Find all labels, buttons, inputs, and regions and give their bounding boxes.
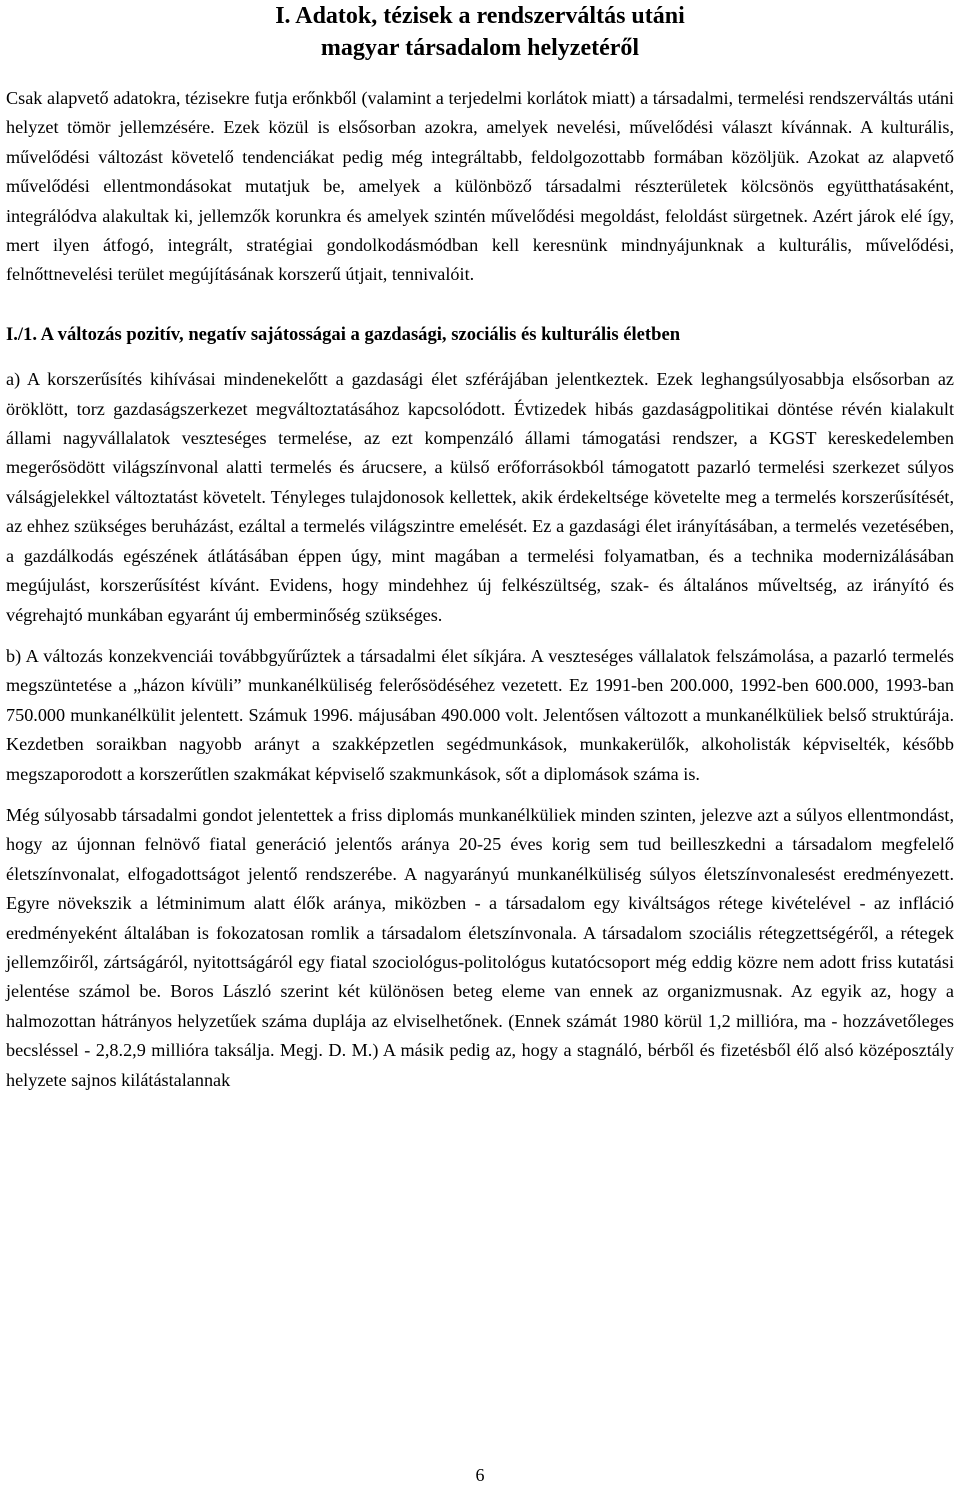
paragraph-a: a) A korszerűsítés kihívásai mindenekelőtt a gazdasági élet szférájában jelentkeztek. Ezek leghangsúlyosabbja elsősorban az öröklött, torz gazdaságszerkezet megváltoztatásához kapcsolódott. Évtizedek hibás gazdaságpolitikai döntése révén kialakult állami nagyvállalatok veszteséges termelése, az ezt kompenzáló állami támogatási rendszer, a KGST kereskedelemben megerősödött világszínvonal alatti termelés és árucsere, a külső erőforrásokból támogatott pazarló termelési szerkezet súlyos válságjelekkel változtatást követelt. Tényleges tulajdonosok kellettek, akik érdekeltsége követelte meg a termelés korszerűsítését, az ehhez szükséges beruházást, ezáltal a termelés világszintre emelését. Ez a gazdasági élet irányításában, a termelés vezetésében, a gazdálkodás egészének átlátásában éppen úgy, mint magában a termelési folyamatban, és a technika modernizálásában megújulást, korszerűsítést kívánt. Evidens, hogy mindehhez új felkészültség, szak- és általános műveltség, az irányító és végrehajtó munkában egyaránt új emberminőség szükséges. bbox=[6, 369, 954, 625]
page-number: 6 bbox=[475, 1465, 485, 1485]
document-title bbox=[6, 0, 954, 64]
section-heading: I./1. A változás pozitív, negatív sajátosságai a gazdasági, szociális és kulturális életben bbox=[6, 323, 681, 345]
paragraph-b: b) A változás konzekvenciái továbbgyűrűztek a társadalmi élet síkjára. A veszteséges vállalatok felszámolása, a pazarló termelés megszüntetése a „házon kívüli” munkanélküliség felerősödéséhez vezetett. Ez 1991-ben 200.000, 1992-ben 600.000, 1993-ban 750.000 munkanélkülit jelentett. Számuk 1996. májusában 490.000 volt. Jelentősen változott a munkanélküliek belső struktúrája. Kezdetben soraikban nagyobb arányt a szakképzetlen segédmunkások, munkakerülők, alkoholisták képviselték, később megszaporodott a korszerűtlen szakmákat képviselő szakmunkások, sőt a diplomások száma is. bbox=[6, 645, 954, 784]
intro-paragraph: Csak alapvető adatokra, tézisekre futja erőnkből (valamint a terjedelmi korlátok miatt) a társadalmi, termelési rendszerváltás utáni helyzet tömör jellemzésére. Ezek közül is elsősorban azokra, amelyek nevelési, művelődési választ kívánnak. A kulturális, művelődési változást követelő tendenciákat pedig még integráltabb, feldolgozottabb formában közöljük. Azokat az alapvető művelődési ellentmondásokat mutatjuk be, amelyek a különböző társadalmi részterületek kölcsönös együtthatásaként, integrálódva alakultak ki, jellemzők korunkra és amelyek szintén művelődési megoldást, feloldást sürgetnek. Azért járok elé így, mert ilyen átfogó, integrált, stratégiai gondolkodásmódban kell keresnünk mindnyájunknak a kulturális, művelődési, felnőttnevelési terület megújításának korszerű útjait, tennivalóit. bbox=[6, 88, 954, 285]
title-line-2: magyar társadalom helyzetéről bbox=[320, 35, 640, 61]
paragraph-c: Még súlyosabb társadalmi gondot jelentettek a friss diplomás munkanélküliek minden szinten, jelezve azt a súlyos ellentmondást, hogy az újonnan felnövő fiatal generáció jelentős aránya 20-25 éves korig sem tud beilleszkedni a társadalom megfelelő életszínvonalat, elfogadottságot jelentő rendszerébe. A nagyarányú munkanélküliség súlyos életszínvonalesést eredményezett. Egyre növekszik a létminimum alatt élők aránya, miközben - a társadalom egy kiváltságos rétege kivételével - az infláció eredményeként általában is fokozatosan romlik a társadalom életszínvonala. A társadalom szociális rétegzettségéről, a rétegek jellemzőiről, zártságáról, nyitottságáról egy fiatal szociológus-politológus kutatócsoport még eddig közre nem adott friss kutatási jelentése számol be. Boros László szerint két különösen beteg eleme van ennek az organizmusnak. Az egyik az, hogy a halmozottan hátrányos helyzetűek száma duplája az elviselhetőnek. (Ennek számát 1980 körül 1,2 millióra, ma - hozzávetőleges becsléssel - 2,8.2,9 millióra taksálja. Megj. D. M.) A másik pedig az, hogy a stagnáló, bérből és fizetésből élő alsó középosztály helyzete sajnos kilátástalannak bbox=[6, 804, 954, 1090]
title-line-1: I. Adatok, tézisek a rendszerváltás utáni bbox=[275, 3, 685, 29]
